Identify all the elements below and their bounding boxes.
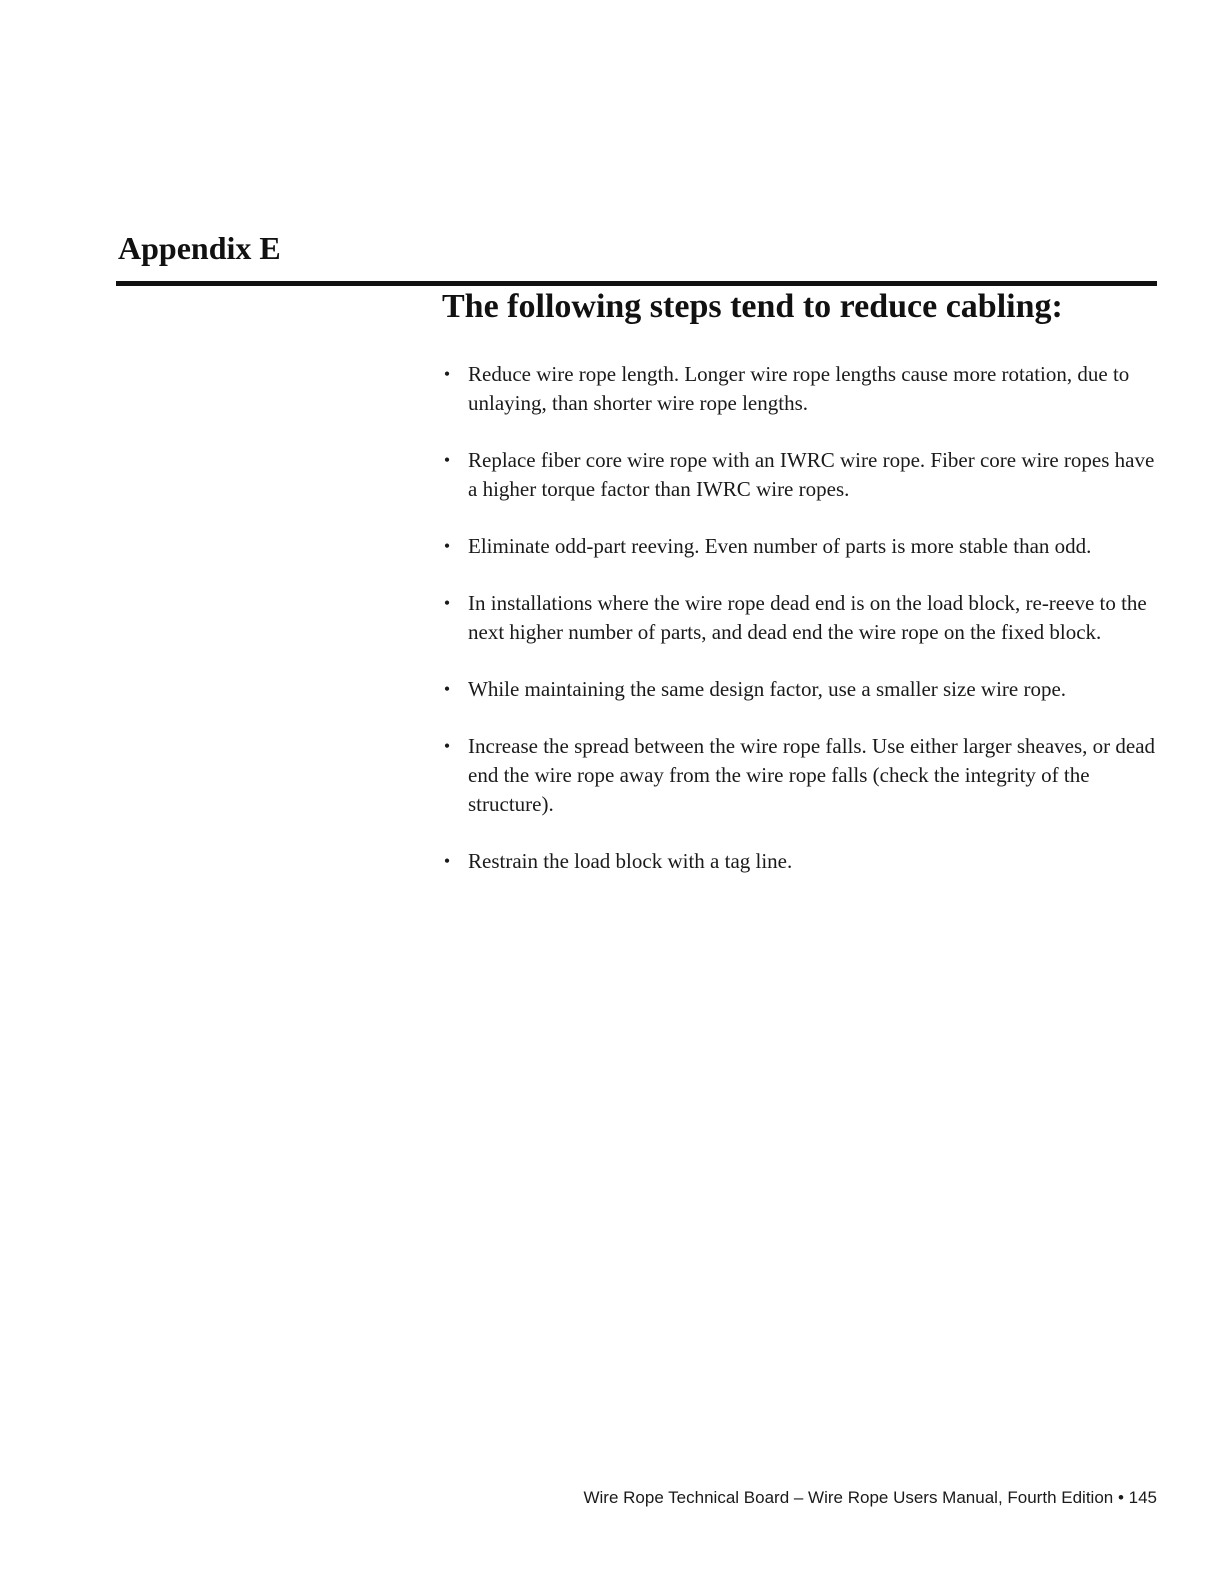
bullet-icon: •: [443, 593, 451, 613]
list-item: [440, 732, 1156, 819]
list-item-text: Replace fiber core wire rope with an IWRC wire rope. Fiber core wire ropes have a higher torque factor than IWRC wire ropes.: [468, 448, 1155, 501]
list-item: [440, 446, 1156, 504]
page-footer: Wire Rope Technical Board – Wire Rope Users Manual, Fourth Edition • 145: [583, 1488, 1157, 1507]
bullet-icon: •: [443, 736, 451, 756]
appendix-label: Appendix E: [118, 230, 281, 266]
list-item-text: Reduce wire rope length. Longer wire rope lengths cause more rotation, due to unlaying, than shorter wire rope lengths.: [468, 362, 1130, 415]
bullet-icon: •: [443, 364, 451, 384]
list-item: [440, 847, 1156, 876]
list-item: [440, 589, 1156, 647]
section-title: The following steps tend to reduce cabling:: [442, 288, 1063, 325]
bullet-icon: •: [443, 450, 451, 470]
list-item-text: While maintaining the same design factor, use a smaller size wire rope.: [468, 677, 1067, 701]
list-item: [440, 532, 1156, 561]
list-item: [440, 675, 1156, 704]
list-item-text: Eliminate odd-part reeving. Even number of parts is more stable than odd.: [468, 534, 1092, 558]
bullet-icon: •: [443, 536, 451, 556]
list-item-text: Increase the spread between the wire rope falls. Use either larger sheaves, or dead end the wire rope away from the wire rope falls (check the integrity of the structure).: [468, 734, 1156, 816]
bullet-icon: •: [443, 679, 451, 699]
bullet-icon: •: [443, 851, 451, 871]
list-item-text: Restrain the load block with a tag line.: [468, 849, 793, 873]
list-item: [440, 360, 1156, 418]
list-item-text: In installations where the wire rope dead end is on the load block, re-reeve to the next higher number of parts, and dead end the wire rope on the fixed block.: [468, 591, 1147, 644]
bullet-list: [440, 360, 1156, 904]
